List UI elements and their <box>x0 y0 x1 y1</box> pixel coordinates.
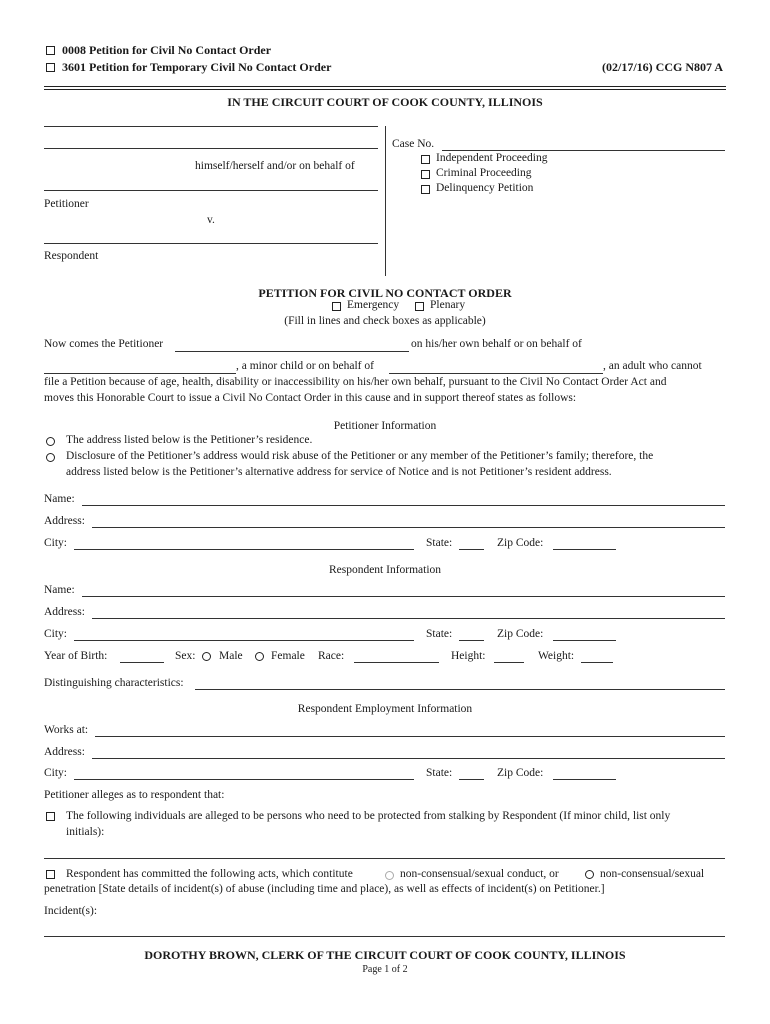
clerk-footer: DOROTHY BROWN, CLERK OF THE CIRCUIT COURT OF COOK COUNTY, ILLINOIS <box>144 948 626 962</box>
caption-line-respondent[interactable] <box>44 243 378 244</box>
works-at-label: Works at: <box>44 724 89 736</box>
respondent-address-input[interactable] <box>92 618 725 619</box>
caption-line-3[interactable] <box>44 190 378 191</box>
petitioner-info-heading: Petitioner Information <box>333 420 437 432</box>
petitioner-name-field[interactable] <box>175 351 409 352</box>
radio-nonconsensual-conduct[interactable] <box>385 871 394 880</box>
petitioner-name-label: Name: <box>44 493 75 505</box>
nonconsensual-conduct-label: non-consensual/sexual conduct, or <box>400 868 559 880</box>
weight-label: Weight: <box>538 650 575 662</box>
sex-label: Sex: <box>175 650 196 662</box>
versus-label: v. <box>207 214 215 226</box>
caption-line-1[interactable] <box>44 126 378 127</box>
delinquency-label: Delinquency Petition <box>436 182 534 194</box>
petitioner-city-label: City: <box>44 537 68 549</box>
caption-line-2[interactable] <box>44 148 378 149</box>
adult-field[interactable] <box>389 373 603 374</box>
plenary-label: Plenary <box>430 299 466 311</box>
penetration-details-text: penetration [State details of incident(s) of abuse (including time and place), as well as effects of incident(s) on Petitioner.] <box>44 883 605 895</box>
petitioner-label: Petitioner <box>44 198 89 210</box>
header-rule-bottom <box>44 89 726 90</box>
respondent-zip-input[interactable] <box>553 640 616 641</box>
nonconsensual-penetration-label: non-consensual/sexual <box>600 868 705 880</box>
minor-child-text: , a minor child or on behalf of <box>236 360 374 372</box>
weight-input[interactable] <box>581 662 613 663</box>
case-no-label: Case No. <box>392 138 435 150</box>
own-behalf-text: on his/her own behalf or on behalf of <box>411 338 582 350</box>
respondent-label: Respondent <box>44 250 99 262</box>
alternative-address-text-2: address listed below is the Petitioner’s alternative address for service of Notice and is not Petitioner’s resident address. <box>66 466 612 478</box>
respondent-address-label: Address: <box>44 606 85 618</box>
respondent-name-label: Name: <box>44 584 75 596</box>
radio-residence[interactable] <box>46 437 55 446</box>
respondent-zip-label: Zip Code: <box>497 628 544 640</box>
checkbox-delinquency[interactable] <box>421 185 430 194</box>
petitioner-zip-input[interactable] <box>553 549 616 550</box>
respondent-state-input[interactable] <box>459 640 484 641</box>
petitioner-state-label: State: <box>426 537 453 549</box>
year-of-birth-label: Year of Birth: <box>44 650 108 662</box>
race-input[interactable] <box>354 662 439 663</box>
height-input[interactable] <box>494 662 524 663</box>
incidents-input[interactable] <box>44 936 725 937</box>
employment-state-label: State: <box>426 767 453 779</box>
incidents-label: Incident(s): <box>44 905 98 917</box>
independent-label: Independent Proceeding <box>436 152 548 164</box>
employment-zip-label: Zip Code: <box>497 767 544 779</box>
employment-city-input[interactable] <box>74 779 414 780</box>
petition-body-line-4: moves this Honorable Court to issue a Civil No Contact Order in this cause and in support thereof states as follows: <box>44 392 577 404</box>
employment-address-input[interactable] <box>92 758 725 759</box>
form-code: (02/17/16) CCG N807 A <box>602 60 723 74</box>
respondent-name-input[interactable] <box>82 596 725 597</box>
checkbox-criminal[interactable] <box>421 170 430 179</box>
male-label: Male <box>219 650 243 662</box>
case-no-field[interactable] <box>442 150 725 151</box>
employment-heading: Respondent Employment Information <box>297 703 473 715</box>
employment-city-label: City: <box>44 767 68 779</box>
checkbox-protected-individuals[interactable] <box>46 812 55 821</box>
radio-alternative-address[interactable] <box>46 453 55 462</box>
height-label: Height: <box>451 650 486 662</box>
female-label: Female <box>271 650 305 662</box>
caption-divider <box>385 126 386 276</box>
petition-body-line-3: file a Petition because of age, health, disability or inaccessibility on his/her own behalf, pursuant to the Civil No Contact Order Act and <box>44 376 667 388</box>
respondent-state-label: State: <box>426 628 453 640</box>
checkbox-independent[interactable] <box>421 155 430 164</box>
petition-title: PETITION FOR CIVIL NO CONTACT ORDER <box>258 286 512 300</box>
employment-state-input[interactable] <box>459 779 484 780</box>
page-number: Page 1 of 2 <box>362 964 408 975</box>
petitioner-state-input[interactable] <box>459 549 484 550</box>
petitioner-address-input[interactable] <box>92 527 725 528</box>
checkbox-0008[interactable] <box>46 46 55 55</box>
allegations-intro: Petitioner alleges as to respondent that: <box>44 789 225 801</box>
adult-cannot-text: , an adult who cannot <box>603 360 702 372</box>
respondent-info-heading: Respondent Information <box>328 564 442 576</box>
option-3601-label: 3601 Petition for Temporary Civil No Contact Order <box>62 60 332 74</box>
distinguishing-input[interactable] <box>195 689 725 690</box>
court-title: IN THE CIRCUIT COURT OF COOK COUNTY, ILLINOIS <box>227 95 543 109</box>
distinguishing-label: Distinguishing characteristics: <box>44 677 184 689</box>
year-of-birth-input[interactable] <box>120 662 164 663</box>
protected-individuals-input[interactable] <box>44 858 725 859</box>
radio-nonconsensual-penetration[interactable] <box>585 870 594 879</box>
radio-female[interactable] <box>255 652 264 661</box>
petitioner-zip-label: Zip Code: <box>497 537 544 549</box>
emergency-label: Emergency <box>347 299 400 311</box>
minor-child-field[interactable] <box>44 373 236 374</box>
criminal-label: Criminal Proceeding <box>436 167 532 179</box>
checkbox-respondent-acts[interactable] <box>46 870 55 879</box>
checkbox-emergency[interactable] <box>332 302 341 311</box>
employment-address-label: Address: <box>44 746 85 758</box>
works-at-input[interactable] <box>95 736 725 737</box>
header-rule-top <box>44 86 726 87</box>
respondent-city-label: City: <box>44 628 68 640</box>
radio-male[interactable] <box>202 652 211 661</box>
protected-individuals-text-2: initials): <box>66 826 105 838</box>
option-0008-label: 0008 Petition for Civil No Contact Order <box>62 43 272 57</box>
alternative-address-text-1: Disclosure of the Petitioner’s address would risk abuse of the Petitioner or any member of the Petitioner’s family; therefore, the <box>66 450 654 462</box>
protected-individuals-text-1: The following individuals are alleged to be persons who need to be protected from stalking by Respondent (If minor child, list only <box>66 810 671 822</box>
petitioner-name-input[interactable] <box>82 505 725 506</box>
race-label: Race: <box>318 650 345 662</box>
respondent-acts-text: Respondent has committed the following acts, which contitute <box>66 868 353 880</box>
respondent-city-input[interactable] <box>74 640 414 641</box>
petitioner-city-input[interactable] <box>74 549 414 550</box>
instructions-text: (Fill in lines and check boxes as applicable) <box>284 315 486 327</box>
checkbox-plenary[interactable] <box>415 302 424 311</box>
petitioner-address-label: Address: <box>44 515 85 527</box>
employment-zip-input[interactable] <box>553 779 616 780</box>
himself-herself-text: himself/herself and/or on behalf of <box>195 160 355 172</box>
now-comes-text: Now comes the Petitioner <box>44 338 164 350</box>
residence-option-text: The address listed below is the Petitioner’s residence. <box>66 434 313 446</box>
checkbox-3601[interactable] <box>46 63 55 72</box>
